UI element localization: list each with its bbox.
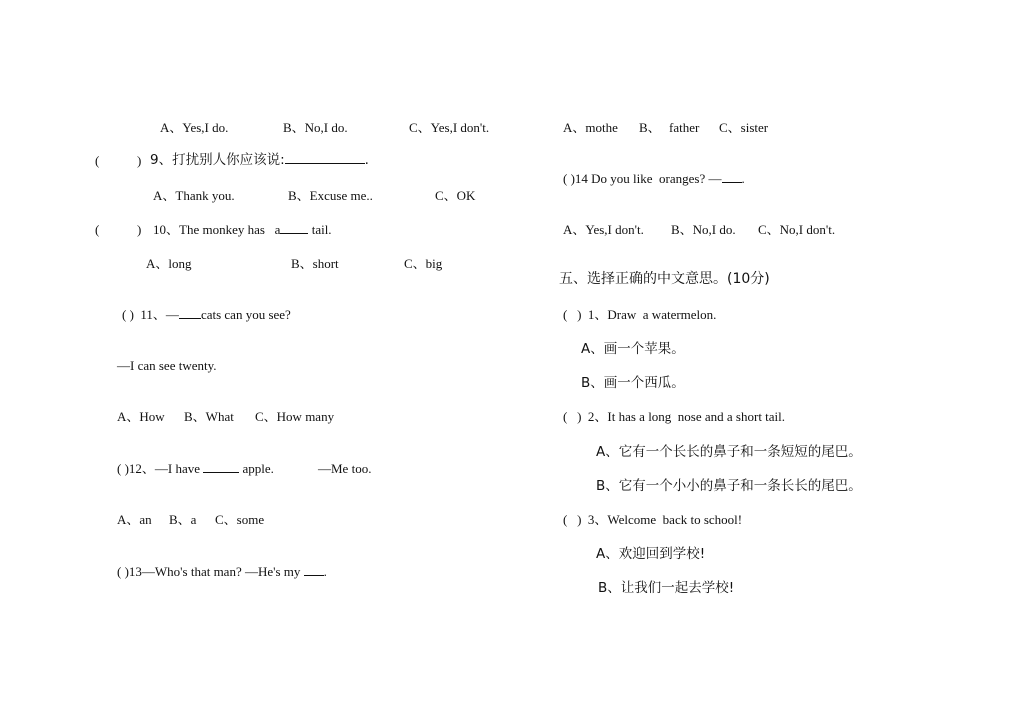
q13-option-b-text: father [669,120,700,135]
s5-q2-option-b: B、它有一个小小的鼻子和一条长长的尾巴。 [596,478,862,494]
q10-paren-close: ) [137,222,142,237]
q12-option-c: C、some [215,512,265,527]
q9-option-a: A、Thank you. [153,188,235,203]
q11-answer: —I can see twenty. [117,358,217,373]
s5-question-3: ( ) 3、Welcome back to school! [563,512,743,527]
q14-option-b: B、No,I do. [671,222,736,237]
q8-option-b: B、No,I do. [283,120,348,135]
question-14: ( )14 Do you like oranges? — . [563,171,745,186]
s5-question-1: ( ) 1、Draw a watermelon. [563,307,717,322]
q10-option-c: C、big [404,256,443,271]
q9-paren-open: ( [95,153,100,168]
s5-q2-option-a: A、它有一个长长的鼻子和一条短短的尾巴。 [596,444,862,460]
s5-q3-option-b: B、让我们一起去学校! [598,580,735,596]
q12-reply: —Me too. [318,461,372,476]
q12-answer-blank[interactable] [203,461,239,473]
q14-option-c: C、No,I don't. [758,222,836,237]
q10-option-a: A、long [146,256,192,271]
q9-paren-close: ) [137,153,142,168]
q14-option-a: A、Yes,I don't. [563,222,644,237]
q13-answer-blank[interactable] [304,564,324,576]
q9-answer-blank[interactable] [285,152,365,164]
s5-question-2: ( ) 2、It has a long nose and a short tail. [563,409,786,424]
q9-option-b: B、Excuse me.. [288,188,373,203]
q13-option-a: A、mothe [563,120,618,135]
q8-option-a: A、Yes,I do. [160,120,229,135]
q11-option-c: C、How many [255,409,335,424]
s5-q1-option-a: A、画一个苹果。 [581,341,685,357]
q10-option-b: B、short [291,256,339,271]
q11-answer-blank[interactable] [179,307,201,319]
s5-q3-option-a: A、欢迎回到学校! [596,546,706,562]
q13-option-b: B、 [639,120,661,135]
q8-option-c: C、Yes,I don't. [409,120,490,135]
q10-text: 10、The monkey has a tail. [153,222,332,237]
question-13: ( )13—Who's that man? —He's my . [117,564,327,579]
section-5-title: 五、选择正确的中文意思。(10分) [559,271,770,287]
q9-text: 9、打扰别人你应该说: . [150,152,369,168]
question-11: ( ) 11、— cats can you see? [122,307,291,322]
q9-option-c: C、OK [435,188,476,203]
q14-answer-blank[interactable] [722,171,742,183]
q13-option-c: C、sister [719,120,769,135]
q12-option-b: B、a [169,512,197,527]
q10-answer-blank[interactable] [280,222,308,234]
q12-text: ( )12、—I have apple. [117,461,274,476]
s5-q1-option-b: B、画一个西瓜。 [581,375,685,391]
q10-paren-open: ( [95,222,100,237]
q12-option-a: A、an [117,512,152,527]
q11-option-b: B、What [184,409,234,424]
q11-option-a: A、How [117,409,165,424]
